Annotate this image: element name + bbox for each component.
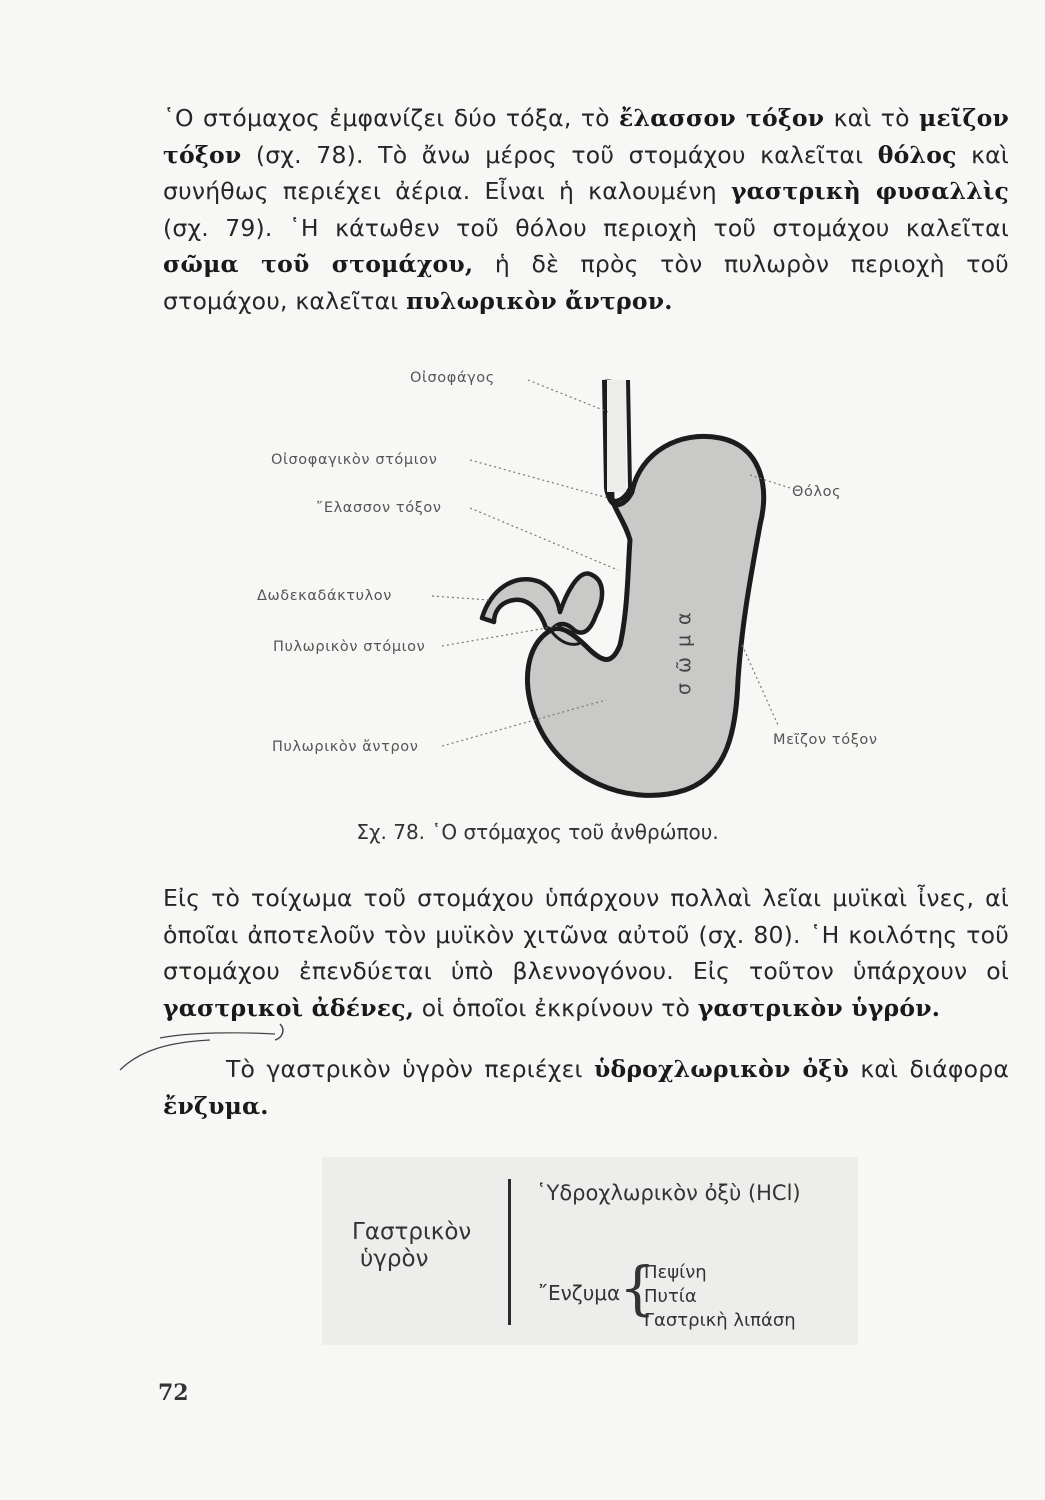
esophagus-lumen	[607, 380, 626, 492]
paragraph-gastric-juice	[163, 1051, 1009, 1124]
label-stomach-body	[673, 602, 695, 695]
text-run: καὶ συνήθως περιέχει ἀέρια. Εἶναι ἡ καλουμένη	[163, 140, 1009, 206]
term-gastric-bubble: γαστρικὴ φυσαλλὶς	[730, 177, 1009, 206]
stomach-diagram	[0, 360, 1045, 810]
figure-caption: Σχ. 78. ῾Ο στόμαχος τοῦ ἀνθρώπου.	[356, 820, 719, 844]
text-run: ῾Ο στόμαχος ἐμφανίζει δύο τόξα, τὸ	[163, 104, 620, 132]
term-gastric-juice: γαστρικὸν ὑγρόν.	[697, 993, 941, 1022]
stomach-shape	[527, 382, 763, 795]
enzyme-pepsin: Πεψίνη	[644, 1262, 707, 1283]
label-duodenum: Δωδεκαδάκτυλον	[257, 588, 392, 604]
term-enzymes: ἔνζυμα.	[163, 1091, 269, 1120]
table-enzymes-label: ῎Ενζυμα	[538, 1281, 621, 1305]
text-run: Τὸ γαστρικὸν ὑγρὸν περιέχει	[226, 1055, 594, 1083]
table-enzyme-list	[644, 1261, 796, 1333]
term-pyloric-antrum: πυλωρικὸν ἄντρον.	[406, 286, 673, 315]
table-left-heading	[352, 1219, 471, 1273]
term-gastric-glands: γαστρικοὶ ἀδένες,	[163, 993, 415, 1022]
page-number: 72	[158, 1380, 189, 1406]
text-run: Εἰς τὸ τοίχωμα τοῦ στομάχου ὑπάρχουν πολλαὶ λεῖαι μυϊκαὶ ἶνες, αἱ ὁποῖαι ἀποτελοῦν τὸν μυϊκὸν χιτῶνα αὐτοῦ (σχ. 80). ῾Η κοιλότης τοῦ στομάχου ἐπενδύεται ὑπὸ βλεννογόνου. Εἰς τοῦτον ὑπάρχουν οἱ	[163, 884, 1009, 986]
paragraph-gastric-wall	[163, 880, 1009, 1026]
label-greater-curvature: Μεῖζον τόξον	[773, 732, 878, 748]
table-hcl: ῾Υδροχλωρικὸν ὀξὺ (HCl)	[536, 1181, 801, 1205]
label-esophagus: Οἰσοφάγος	[410, 370, 495, 386]
label-esophageal-opening: Οἰσοφαγικὸν στόμιον	[271, 452, 438, 468]
text-run: (σχ. 78). Τὸ ἄνω μέρος τοῦ στομάχου καλεῖται	[241, 140, 878, 169]
text-run: ἡ δὲ πρὸς τὸν πυλωρὸν περιοχὴ τοῦ στομάχου, καλεῖται	[163, 250, 1009, 315]
duodenum-shape	[482, 574, 602, 633]
label-pyloric-antrum: Πυλωρικὸν ἄντρον	[272, 739, 419, 755]
term-hydrochloric-acid: ὑδροχλωρικὸν ὀξὺ	[593, 1055, 850, 1083]
text-run: (σχ. 79). ῾Η κάτωθεν τοῦ θόλου περιοχὴ τοῦ στομάχου καλεῖται	[163, 213, 1009, 242]
term-greater-curvature: μεῖζον τόξον	[163, 104, 1009, 169]
gastric-juice-table	[322, 1157, 858, 1345]
enzyme-rennin: Πυτία	[644, 1286, 697, 1307]
term-lesser-curvature: ἔλασσον τόξον	[619, 104, 825, 132]
text-run: καὶ τὸ	[824, 104, 920, 132]
paragraph-stomach-arcs	[163, 100, 1009, 320]
table-left-line1: Γαστρικὸν	[352, 1219, 472, 1245]
term-stomach-body: σῶμα τοῦ στομάχου,	[163, 250, 474, 279]
text-run: καὶ διάφορα	[849, 1055, 1010, 1083]
table-brace: {	[619, 1254, 656, 1322]
label-fundus: Θόλος	[792, 484, 842, 500]
label-lesser-curvature: ῎Ελασσον τόξον	[316, 500, 442, 516]
label-stomach-body-text: σῶμα	[673, 602, 695, 695]
table-divider	[508, 1179, 511, 1325]
label-pyloric-opening: Πυλωρικὸν στόμιον	[273, 639, 426, 655]
enzyme-gastric-lipase: Γαστρικὴ λιπάση	[644, 1310, 796, 1331]
table-left-line2: ὑγρὸν	[360, 1246, 429, 1272]
term-fundus: θόλος	[877, 140, 957, 169]
text-run: οἱ ὁποῖοι ἐκκρίνουν τὸ	[414, 993, 698, 1022]
